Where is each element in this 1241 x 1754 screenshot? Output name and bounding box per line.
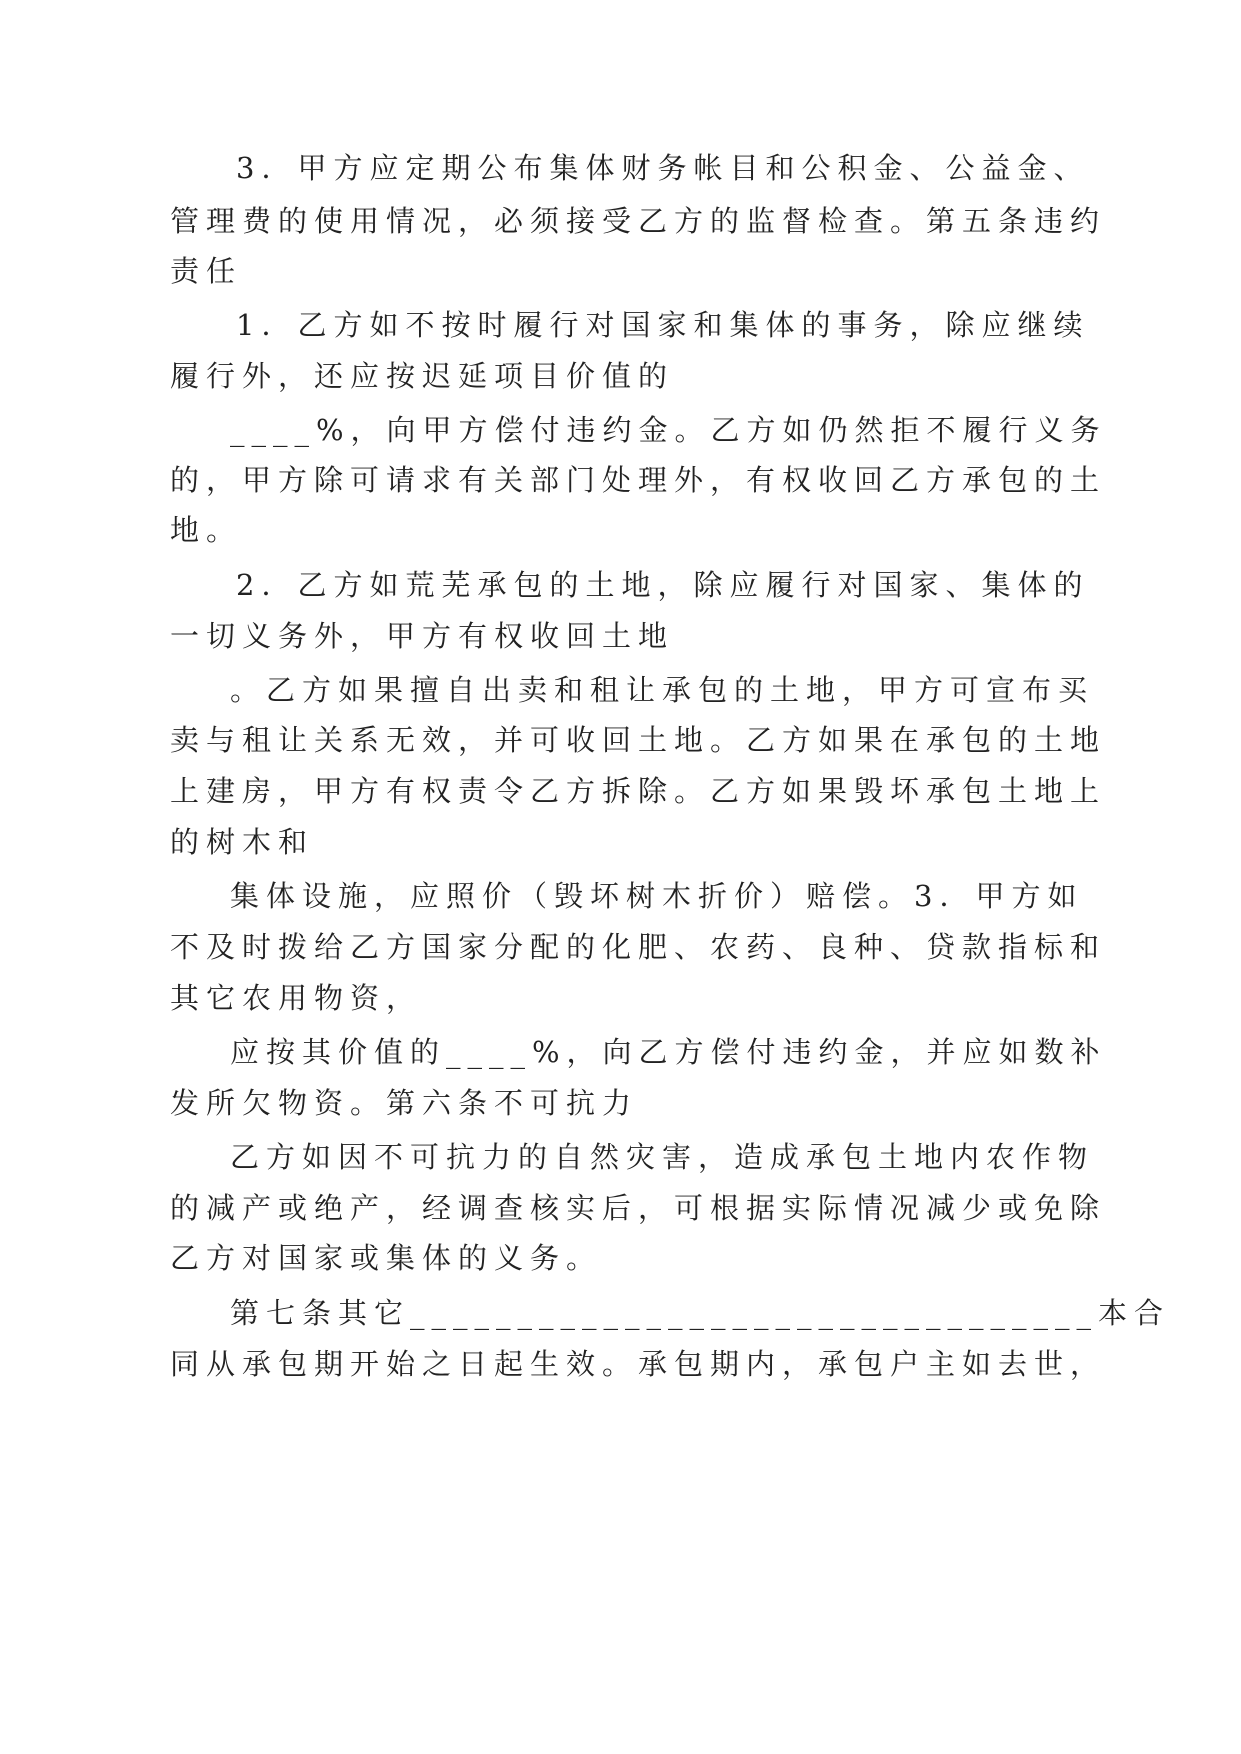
text-line: 2．乙方如荒芜承包的土地，除应履行对国家、集体的 (236, 568, 1090, 602)
text-line: 发所欠物资。第六条不可抗力 (170, 1086, 639, 1120)
text-line: 1．乙方如不按时履行对国家和集体的事务，除应继续 (236, 308, 1090, 342)
text-line: 履行外，还应按迟延项目价值的 (170, 359, 675, 393)
text-line: 乙方如因不可抗力的自然灾害，造成承包土地内农作物 (230, 1140, 1095, 1174)
text-line: 乙方对国家或集体的义务。 (170, 1241, 603, 1275)
text-line: 。乙方如果擅自出卖和租让承包的土地，甲方可宣布买 (230, 673, 1095, 707)
text-line: 不及时拨给乙方国家分配的化肥、农药、良种、贷款指标和 (170, 930, 1107, 964)
text-line: 第七条其它________________________________本合 (230, 1296, 1171, 1330)
text-line: ____%，向甲方偿付违约金。乙方如仍然拒不履行义务 (230, 413, 1107, 447)
text-line: 3．甲方应定期公布集体财务帐目和公积金、公益金、 (236, 151, 1090, 185)
text-line: 的，甲方除可请求有关部门处理外，有权收回乙方承包的土 (170, 463, 1107, 497)
text-line: 同从承包期开始之日起生效。承包期内，承包户主如去世， (170, 1347, 1107, 1381)
text-line: 卖与租让关系无效，并可收回土地。乙方如果在承包的土地 (170, 723, 1107, 757)
text-line: 应按其价值的____%，向乙方偿付违约金，并应如数补 (230, 1035, 1107, 1069)
text-line: 的树木和 (170, 825, 315, 859)
text-line: 一切义务外，甲方有权收回土地 (170, 619, 675, 653)
text-line: 管理费的使用情况，必须接受乙方的监督检查。第五条违约 (170, 204, 1107, 238)
text-line: 的减产或绝产，经调查核实后，可根据实际情况减少或免除 (170, 1191, 1107, 1225)
text-line: 集体设施，应照价（毁坏树木折价）赔偿。3．甲方如 (230, 879, 1084, 913)
text-line: 地。 (170, 513, 243, 547)
text-line: 上建房，甲方有权责令乙方拆除。乙方如果毁坏承包土地上 (170, 774, 1107, 808)
text-line: 其它农用物资， (170, 981, 423, 1015)
text-line: 责任 (170, 254, 243, 288)
